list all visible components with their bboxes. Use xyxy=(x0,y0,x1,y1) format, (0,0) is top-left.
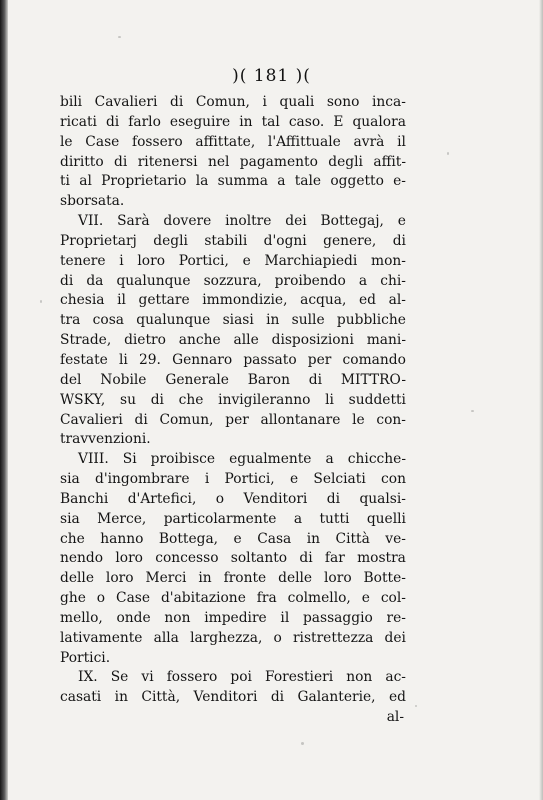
word: Venditori xyxy=(243,490,308,507)
word: affit- xyxy=(373,153,406,170)
word: pubbliche xyxy=(336,312,406,329)
word: bili xyxy=(60,94,83,110)
word: Se xyxy=(110,669,129,686)
word: IX. xyxy=(78,669,98,686)
word: dietro xyxy=(124,332,166,349)
word: sulle xyxy=(291,312,325,329)
text-line xyxy=(60,470,406,490)
word: Comun, xyxy=(195,94,250,110)
word: ghe xyxy=(60,590,86,607)
text-line xyxy=(60,549,406,569)
body-text xyxy=(60,93,406,728)
word: invigileranno xyxy=(218,391,311,408)
word: i xyxy=(262,94,267,110)
word: loro xyxy=(324,570,352,587)
text-line xyxy=(60,450,406,470)
word: di xyxy=(134,411,148,428)
word: Galanterie, xyxy=(297,689,376,706)
word: Strade, xyxy=(60,332,112,349)
word: tale xyxy=(294,173,322,190)
word: in xyxy=(198,570,212,587)
word: avrà xyxy=(353,133,385,150)
word: Si xyxy=(122,451,137,468)
word: di xyxy=(270,689,285,706)
text-line xyxy=(60,411,406,431)
word: in xyxy=(306,530,321,547)
word: suddetti xyxy=(348,391,406,408)
word: e xyxy=(361,590,370,607)
word: allontanare xyxy=(260,411,341,428)
word: alla xyxy=(153,629,179,646)
text-line xyxy=(60,371,406,391)
word: inca- xyxy=(371,94,406,110)
word: vi xyxy=(141,669,154,686)
word: o xyxy=(215,490,225,507)
word: a xyxy=(277,173,286,190)
text-line xyxy=(60,589,406,609)
word: Cavalieri xyxy=(60,411,123,428)
text-line xyxy=(60,688,406,708)
word: di xyxy=(299,550,313,567)
text-line xyxy=(60,649,406,669)
word: onde xyxy=(116,609,151,626)
word: che xyxy=(60,530,85,547)
word: Proprietario xyxy=(101,173,187,190)
page-number: )( 181 )( xyxy=(232,66,311,86)
text-line xyxy=(60,192,406,212)
text-line xyxy=(60,272,406,292)
word: con xyxy=(381,471,406,488)
word: degli xyxy=(153,232,188,249)
word: d'Artefici, xyxy=(127,490,197,507)
word: proibendo xyxy=(274,272,346,289)
word: quali xyxy=(279,94,315,110)
word: Casa xyxy=(257,530,292,547)
text-line xyxy=(60,510,406,530)
word: Portici, xyxy=(178,252,229,269)
word: in xyxy=(266,312,280,329)
word: quelli xyxy=(366,510,406,527)
word: al- xyxy=(388,292,406,309)
word: l'Affittuale xyxy=(267,133,341,150)
word: Sarà xyxy=(117,213,150,230)
word: VII. xyxy=(78,213,104,230)
word: di xyxy=(308,371,323,388)
word: far xyxy=(324,550,345,567)
text-line xyxy=(60,391,406,411)
text-line xyxy=(60,232,406,252)
word: d'abitazione xyxy=(160,590,246,607)
word: di xyxy=(114,153,128,170)
word: poi xyxy=(230,669,252,686)
word: li xyxy=(325,391,334,408)
word: Città, xyxy=(141,689,181,706)
word: alle xyxy=(233,332,259,349)
word: su xyxy=(120,391,136,408)
text-line xyxy=(60,530,406,550)
text-line xyxy=(60,569,406,589)
word: di xyxy=(60,272,74,289)
word: eseguire xyxy=(169,113,231,130)
text-line xyxy=(60,172,406,192)
word: Nobile xyxy=(100,371,147,388)
word: comando xyxy=(342,351,406,368)
word: Comun, xyxy=(159,411,214,428)
word: qualsi- xyxy=(359,490,406,507)
word: fossero xyxy=(166,669,218,686)
word: Baron xyxy=(247,371,290,388)
word: mostra xyxy=(357,550,406,567)
word: in xyxy=(239,113,253,130)
word: travvenzioni. xyxy=(60,431,151,448)
text-line xyxy=(60,609,406,629)
word: loro xyxy=(137,252,166,269)
word: mani- xyxy=(366,332,406,349)
word: Selciati xyxy=(313,471,366,488)
word: le xyxy=(60,133,73,150)
word: fra xyxy=(256,590,277,607)
word: li xyxy=(119,351,128,368)
word: tenere xyxy=(60,252,106,269)
word: mello, xyxy=(60,609,103,626)
word: stabili xyxy=(204,232,248,249)
word: WSKY, xyxy=(60,391,106,408)
word: loro xyxy=(115,550,143,567)
word: Gennaro xyxy=(172,351,233,368)
text-line xyxy=(60,708,406,728)
word: nel xyxy=(207,153,230,170)
word: pagamento xyxy=(239,153,318,170)
word: fronte xyxy=(223,570,267,587)
word: Case xyxy=(116,590,151,607)
word: d'ogni xyxy=(263,232,307,249)
word: di xyxy=(326,490,341,507)
word: E xyxy=(333,113,344,130)
word: ve- xyxy=(385,530,406,547)
word: tra xyxy=(60,312,81,329)
word: ed xyxy=(359,292,376,309)
word: mon- xyxy=(371,252,406,269)
word: Marchiapiedi xyxy=(264,252,358,269)
word: oggetto xyxy=(330,173,384,190)
word: chicche- xyxy=(347,451,406,468)
word: Merce, xyxy=(97,510,147,527)
word: Case xyxy=(85,133,120,150)
text-line xyxy=(60,331,406,351)
word: lativamente xyxy=(60,629,143,646)
word: Cavalieri xyxy=(94,94,158,110)
word: dei xyxy=(285,213,307,230)
word: inoltre xyxy=(225,213,272,230)
word: loro xyxy=(105,570,134,587)
word: sborsata. xyxy=(60,193,125,210)
word: summa xyxy=(217,173,268,190)
word: la xyxy=(195,173,209,190)
word: le xyxy=(352,411,365,428)
word: da xyxy=(86,272,104,289)
word: Portici. xyxy=(60,649,111,666)
word: e xyxy=(397,213,406,230)
word: e- xyxy=(393,173,406,190)
word: ristrettezza xyxy=(292,629,374,646)
binding-shadow xyxy=(0,0,8,800)
word: del xyxy=(60,371,82,388)
word: dovere xyxy=(163,213,212,230)
text-line xyxy=(60,291,406,311)
word: Generale xyxy=(165,371,229,388)
text-line xyxy=(60,311,406,331)
word: Forestieri xyxy=(265,669,334,686)
word: non xyxy=(164,609,191,626)
word: per xyxy=(225,411,249,428)
word: proibisce xyxy=(150,451,216,468)
word: non xyxy=(346,669,373,686)
word: a xyxy=(293,510,303,527)
word: caso. xyxy=(288,113,325,130)
word: Città xyxy=(335,530,370,547)
word: qualora xyxy=(352,113,406,130)
word: egualmente xyxy=(229,451,312,468)
text-line xyxy=(60,430,406,450)
word: con- xyxy=(376,411,406,428)
word: o xyxy=(273,629,282,646)
text-line xyxy=(60,212,406,232)
word: re- xyxy=(386,609,406,626)
word: Venditori xyxy=(193,689,258,706)
word: ritenersi xyxy=(137,153,198,170)
word: acqua, xyxy=(300,292,347,309)
word: il xyxy=(117,292,126,309)
word: VIII. xyxy=(78,451,109,468)
word: impedire xyxy=(204,609,267,626)
word: soltanto xyxy=(230,550,288,567)
word: e xyxy=(233,530,242,547)
word: sozzura, xyxy=(203,272,262,289)
text-line xyxy=(60,113,406,133)
word: anche xyxy=(178,332,221,349)
word: delle xyxy=(278,570,313,587)
word: concesso xyxy=(155,550,219,567)
word: qualunque xyxy=(136,312,211,329)
word: il xyxy=(397,133,406,150)
word: cosa xyxy=(92,312,124,329)
word: ac- xyxy=(385,669,406,686)
word: delle xyxy=(60,570,94,587)
word: sono xyxy=(326,94,360,110)
word: affittate, xyxy=(195,133,256,150)
word: chesia xyxy=(60,292,105,309)
word: di xyxy=(170,94,184,110)
word: di xyxy=(105,113,120,130)
word: gettare xyxy=(138,292,190,309)
text-line xyxy=(60,351,406,371)
word: Bottega, xyxy=(158,530,219,547)
word: al- xyxy=(386,709,404,726)
text-line xyxy=(60,153,406,173)
text-line xyxy=(60,629,406,649)
word: genere, xyxy=(323,232,377,249)
text-line xyxy=(60,252,406,272)
word: o xyxy=(96,590,106,607)
word: ed xyxy=(388,689,406,706)
word: in xyxy=(114,689,128,706)
word: Merci xyxy=(145,570,187,587)
word: MITTRO- xyxy=(340,371,406,388)
word: farlo xyxy=(128,113,161,130)
word: per xyxy=(307,351,332,368)
word: sia xyxy=(60,510,80,527)
word: al xyxy=(79,173,92,190)
word: a xyxy=(325,451,334,468)
word: siasi xyxy=(222,312,254,329)
word: tal xyxy=(261,113,280,130)
word: di xyxy=(150,391,164,408)
word: Portici, xyxy=(224,471,275,488)
word: colmello, xyxy=(287,590,351,607)
word: col- xyxy=(380,590,406,607)
word: hanno xyxy=(100,530,144,547)
word: sia xyxy=(60,471,80,488)
word: larghezza, xyxy=(190,629,263,646)
word: dei xyxy=(384,629,406,646)
word: di xyxy=(392,232,406,249)
word: passato xyxy=(243,351,297,368)
word: i xyxy=(204,471,210,488)
text-line xyxy=(60,133,406,153)
word: e xyxy=(242,252,251,269)
word: passaggio xyxy=(302,609,373,626)
word: fossero xyxy=(132,133,183,150)
page-edge xyxy=(539,0,543,800)
word: il xyxy=(280,609,290,626)
word: Banchi xyxy=(60,490,109,507)
word: Proprietarj xyxy=(60,232,137,249)
word: chi- xyxy=(380,272,406,289)
word: a xyxy=(358,272,368,289)
word: d'ingombrare xyxy=(95,471,190,488)
word: festate xyxy=(60,351,108,368)
text-line xyxy=(60,490,406,510)
word: Bottegaj, xyxy=(320,213,384,230)
word: i xyxy=(119,252,124,269)
word: Botte- xyxy=(363,570,406,587)
word: particolarmente xyxy=(163,510,277,527)
word: diritto xyxy=(60,153,104,170)
word: e xyxy=(289,471,299,488)
word: 29. xyxy=(138,351,161,368)
word: degli xyxy=(328,153,363,170)
word: disposizioni xyxy=(271,332,354,349)
word: casati xyxy=(60,689,102,706)
text-line xyxy=(60,668,406,688)
word: tutti xyxy=(319,510,350,527)
word: che xyxy=(178,391,204,408)
word: qualunque xyxy=(116,272,191,289)
word: immondizie, xyxy=(202,292,288,309)
word: ricati xyxy=(60,113,97,130)
text-line xyxy=(60,93,406,113)
word: ti xyxy=(60,173,70,190)
word: nendo xyxy=(60,550,104,567)
